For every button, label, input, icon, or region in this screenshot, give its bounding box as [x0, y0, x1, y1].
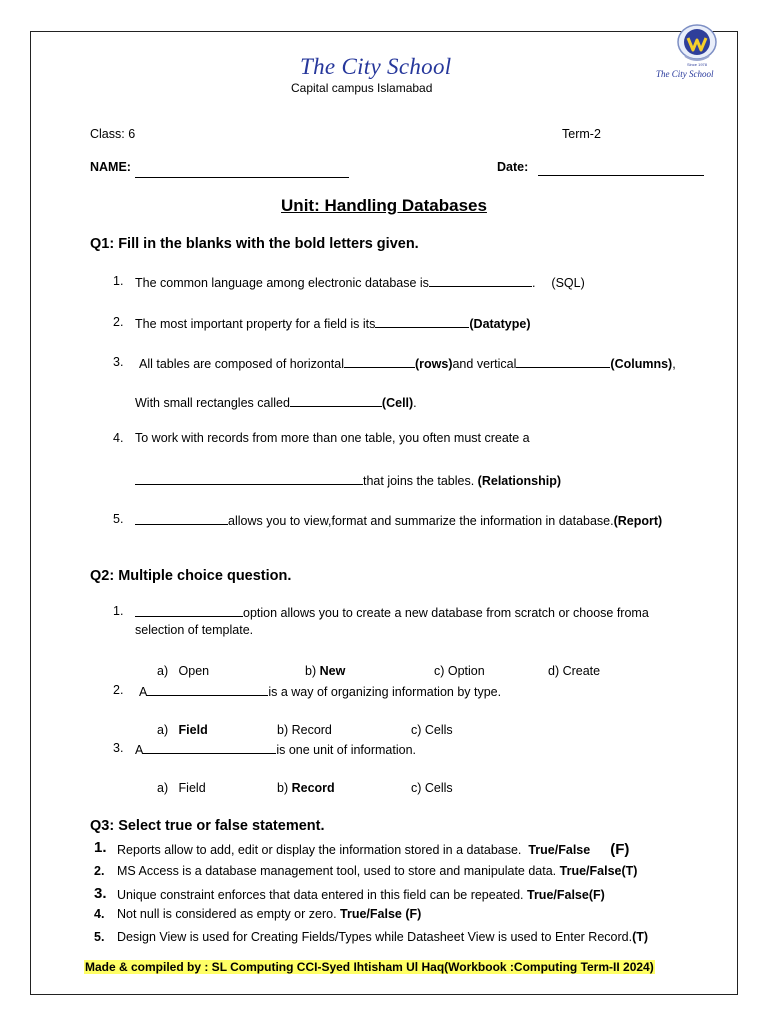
q1-item-3-line2: With small rectangles called (Cell).: [135, 396, 417, 410]
q3-item-5-number: 5.: [94, 930, 105, 944]
q2-item-2-number: 2.: [113, 683, 124, 697]
q3-item-2: MS Access is a database management tool, used to store and manipulate data. True/False(T): [117, 864, 638, 878]
q2-heading: Q2: Multiple choice question.: [90, 568, 292, 584]
name-label: NAME:: [90, 160, 131, 174]
q2-item-1-number: 1.: [113, 604, 124, 618]
date-blank: [538, 162, 704, 176]
q1-item-5: allows you to view,format and summarize the information in database.(Report): [135, 512, 662, 528]
q1-item-4: To work with records from more than one table, you often must create a: [135, 431, 530, 445]
q1-item-4-number: 4.: [113, 431, 124, 445]
q1-item-1: The common language among electronic database is . (SQL): [135, 276, 585, 290]
unit-title: Unit: Handling Databases: [281, 196, 487, 215]
q3-item-3-number: 3.: [94, 885, 107, 902]
q2-item-3-option-a: a) Field: [157, 781, 206, 795]
term-label: Term-2: [562, 127, 601, 141]
q3-heading: Q3: Select true or false statement.: [90, 818, 325, 834]
q3-item-4-number: 4.: [94, 907, 105, 921]
q2-item-1-option-c: c) Option: [434, 664, 485, 678]
q2-item-1-line2: selection of template.: [135, 623, 254, 637]
name-blank: [135, 164, 349, 178]
q2-item-1: option allows you to create a new database from scratch or choose froma: [135, 604, 649, 620]
q1-item-2-number: 2.: [113, 315, 124, 329]
q3-item-3: Unique constraint enforces that data entered in this field can be repeated. True/False(F): [117, 888, 605, 902]
q3-item-5: Design View is used for Creating Fields/Types while Datasheet View is used to Enter Record.(T): [117, 930, 649, 944]
q2-item-2-option-c: c) Cells: [411, 723, 453, 737]
q3-item-4: Not null is considered as empty or zero. True/False (F): [117, 907, 422, 921]
q2-item-2-option-b: b) Record: [277, 723, 332, 737]
q2-item-3-number: 3.: [113, 741, 124, 755]
logo-caption: The City School: [656, 69, 714, 79]
q2-item-2: A is a way of organizing information by type.: [139, 685, 502, 699]
logo-since: Since 1978: [686, 62, 708, 67]
date-label: Date:: [497, 160, 529, 174]
q3-item-1-number: 1.: [94, 839, 107, 856]
q3-item-2-number: 2.: [94, 864, 105, 878]
q1-item-1-number: 1.: [113, 274, 124, 288]
q2-item-3-option-b: b) Record: [277, 781, 335, 795]
campus-name: Capital campus Islamabad: [291, 81, 433, 95]
q3-item-1: Reports allow to add, edit or display the information stored in a database. True/False (F): [117, 841, 630, 858]
q2-item-1-option-d: d) Create: [548, 664, 601, 678]
q1-heading: Q1: Fill in the blanks with the bold letters given.: [90, 236, 419, 252]
q1-item-2: The most important property for a field is its (Datatype): [135, 317, 531, 331]
q1-item-3: All tables are composed of horizontal (rows)and vertical (Columns),: [139, 357, 676, 371]
q2-item-3-option-c: c) Cells: [411, 781, 453, 795]
q1-item-5-number: 5.: [113, 512, 124, 526]
q1-item-4-line2: that joins the tables. (Relationship): [135, 472, 561, 488]
q2-item-3: A is one unit of information.: [135, 743, 417, 757]
class-label: Class: 6: [90, 127, 136, 141]
footer-credit: Made & compiled by : SL Computing CCI-Syed Ihtisham Ul Haq(Workbook :Computing Term-II 2024): [85, 960, 654, 974]
q2-item-2-option-a: a) Field: [157, 723, 208, 737]
school-name: The City School: [300, 54, 452, 79]
q1-item-3-number: 3.: [113, 355, 124, 369]
q2-item-1-option-a: a) Open: [157, 664, 210, 678]
q2-item-1-option-b: b) New: [305, 664, 346, 678]
